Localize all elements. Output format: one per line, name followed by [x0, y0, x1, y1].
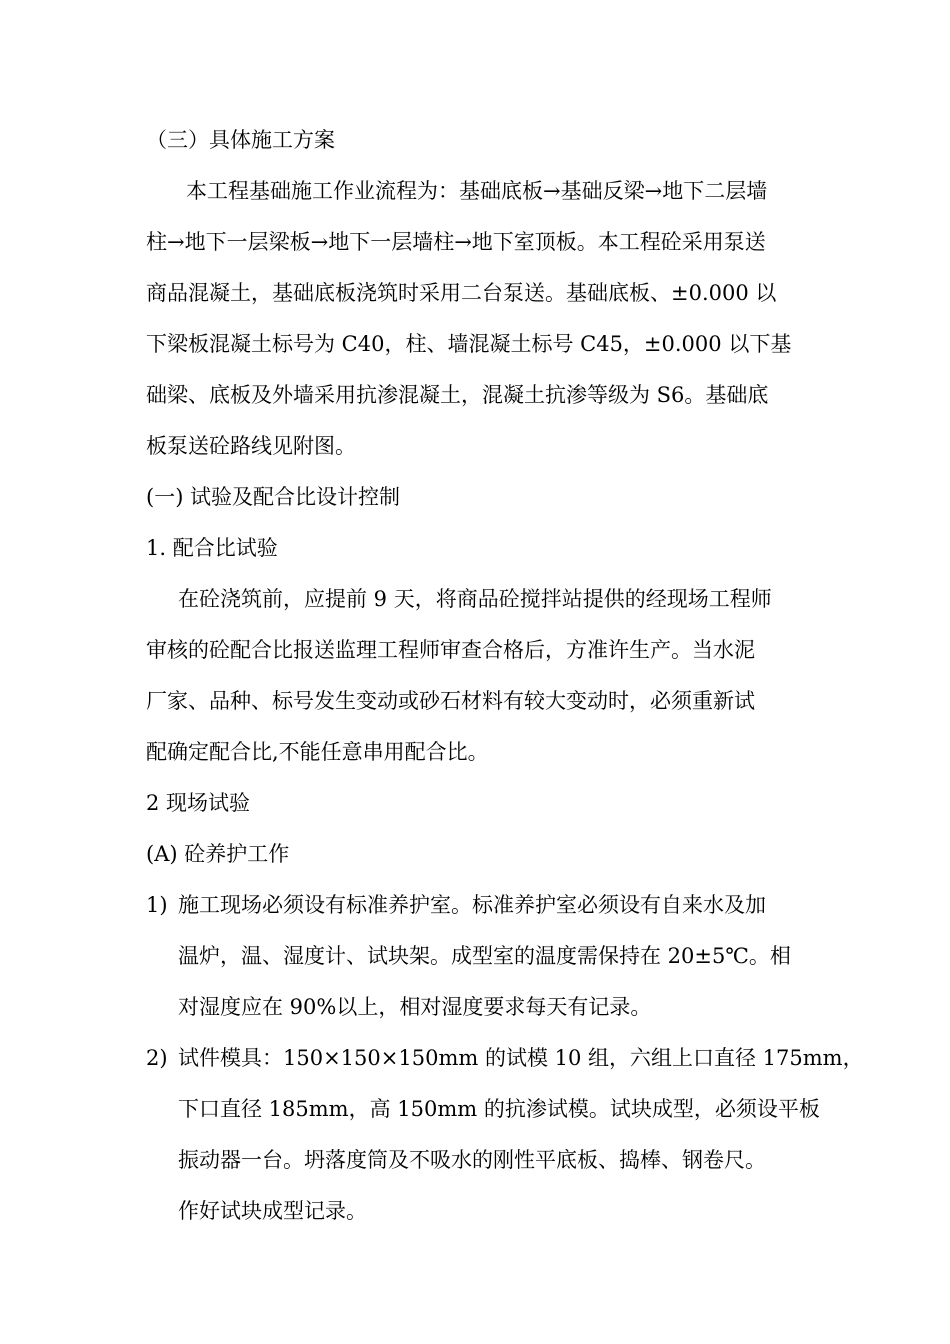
paragraph-line: 柱→地下一层梁板→地下一层墙柱→地下室顶板。本工程砼采用泵送 [146, 230, 766, 254]
paragraph-line: 础梁、底板及外墙采用抗渗混凝土，混凝土抗渗等级为 S6。基础底 [146, 383, 769, 407]
list-item-line: 温炉，温、湿度计、试块架。成型室的温度需保持在 20±5℃。相 [178, 944, 791, 968]
subsection-heading: (一) 试验及配合比设计控制 [146, 485, 401, 509]
list-marker: 1) [146, 893, 168, 917]
paragraph-line: 审核的砼配合比报送监理工程师审查合格后，方准许生产。当水泥 [146, 638, 755, 662]
item-heading: 2 现场试验 [146, 791, 251, 815]
list-item-line: 下口直径 185mm，高 150mm 的抗渗试模。试块成型，必须设平板 [178, 1097, 820, 1121]
item-subheading: (A) 砼养护工作 [146, 842, 290, 866]
paragraph-line: 在砼浇筑前，应提前 9 天，将商品砼搅拌站提供的经现场工程师 [178, 587, 772, 611]
list-item-line: 振动器一台。坍落度筒及不吸水的刚性平底板、捣棒、钢卷尺。 [178, 1148, 766, 1172]
item-heading: 1. 配合比试验 [146, 536, 278, 560]
paragraph-line: 下梁板混凝土标号为 C40，柱、墙混凝土标号 C45，±0.000 以下基 [146, 332, 792, 356]
section-heading: （三）具体施工方案 [146, 128, 335, 152]
list-marker: 2) [146, 1046, 168, 1070]
paragraph-line: 板泵送砼路线见附图。 [146, 434, 356, 458]
list-item-line: 施工现场必须设有标准养护室。标准养护室必须设有自来水及加 [178, 893, 766, 917]
paragraph-line: 本工程基础施工作业流程为：基础底板→基础反梁→地下二层墙 [186, 179, 768, 203]
list-item-line: 作好试块成型记录。 [178, 1199, 367, 1223]
list-item-line: 试件模具：150×150×150mm 的试模 10 组，六组上口直径 175mm， [178, 1046, 864, 1070]
paragraph-line: 配确定配合比,不能任意串用配合比。 [146, 740, 489, 764]
paragraph-line: 商品混凝土，基础底板浇筑时采用二台泵送。基础底板、±0.000 以 [146, 281, 777, 305]
list-item-line: 对湿度应在 90%以上，相对湿度要求每天有记录。 [178, 995, 652, 1019]
paragraph-line: 厂家、品种、标号发生变动或砂石材料有较大变动时，必须重新试 [146, 689, 755, 713]
